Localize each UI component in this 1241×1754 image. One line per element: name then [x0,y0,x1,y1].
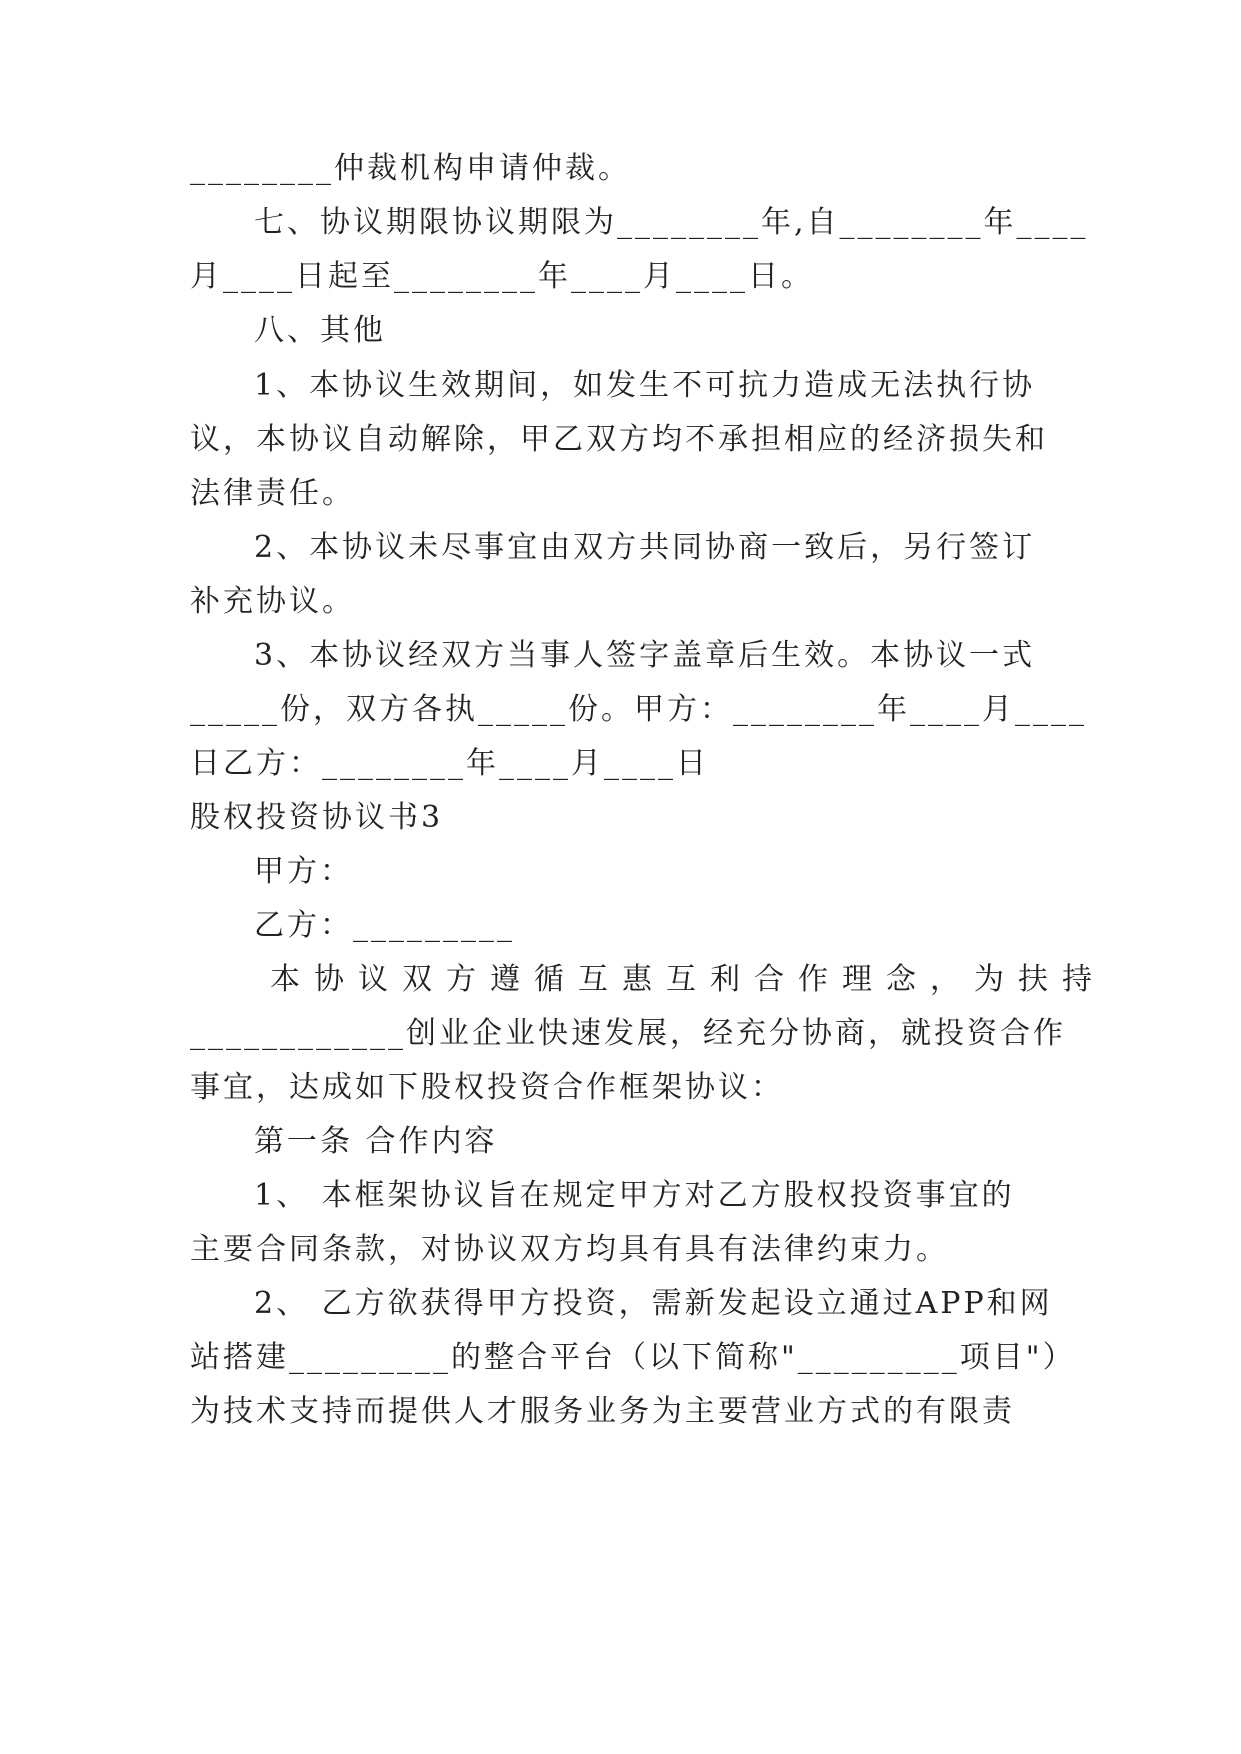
text-line: 1、 本框架协议旨在规定甲方对乙方股权投资事宜的 [254,1178,1015,1213]
article-heading: 第一条 合作内容 [254,1124,498,1159]
text-line: 七、协议期限协议期限为________年,自________年____ [254,205,1089,240]
text-line: 事宜，达成如下股权投资合作框架协议： [190,1070,784,1105]
text-line: 日乙方：________年____月____日 [190,746,709,781]
text-line: 议，本协议自动解除，甲乙双方均不承担相应的经济损失和 [190,422,1048,457]
party-a-label: 甲方： [254,854,353,889]
text-line: 2、 乙方欲获得甲方投资，需新发起设立通过APP和网 [254,1286,1053,1321]
text-line: 1、本协议生效期间，如发生不可抗力造成无法执行协 [254,368,1036,403]
document-title: 股权投资协议书3 [190,800,444,835]
text-line: 月____日起至________年____月____日。 [190,259,814,294]
text-line: ________仲裁机构申请仲裁。 [190,151,631,186]
text-line: 补充协议。 [190,584,355,619]
text-line: 2、本协议未尽事宜由双方共同协商一致后，另行签订 [254,530,1036,565]
text-line: 本协议双方遵循互惠互利合作理念，为扶持 [270,962,1106,997]
text-line: _____份，双方各执_____份。甲方：________年____月____ [190,692,1087,727]
section-heading: 八、其他 [254,313,386,348]
text-line: 为技术支持而提供人才服务业务为主要营业方式的有限责 [190,1394,1015,1429]
text-line: 法律责任。 [190,476,355,511]
party-b-label: 乙方：_________ [254,908,515,943]
text-line: 主要合同条款，对协议双方均具有具有法律约束力。 [190,1232,949,1267]
text-line: 站搭建_________的整合平台（以下简称"_________项目"） [190,1340,1076,1375]
text-line: 3、本协议经双方当事人签字盖章后生效。本协议一式 [254,638,1036,673]
text-line: ____________创业企业快速发展，经充分协商，就投资合作 [190,1016,1066,1051]
